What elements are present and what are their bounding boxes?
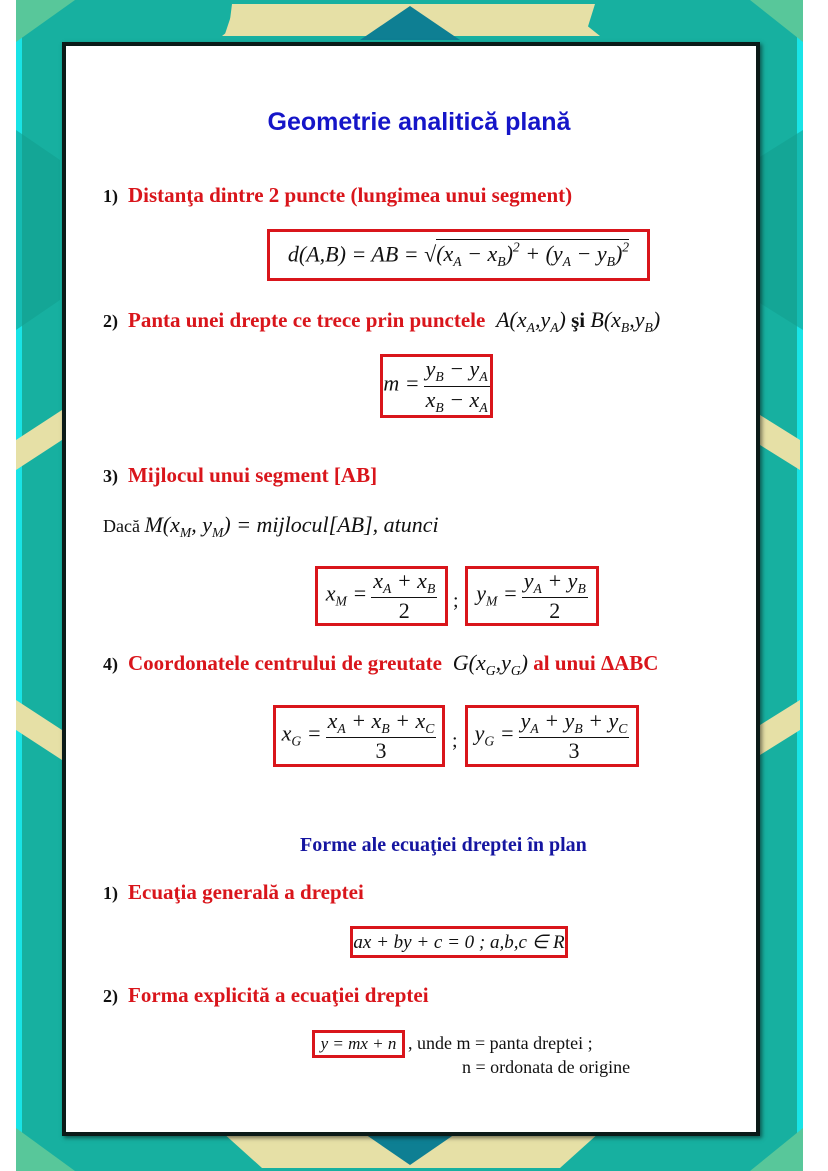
heading-tail: al unui ΔABC [533,651,659,675]
page-title: Geometrie analitică plană [267,108,571,136]
section-3-heading [103,463,377,488]
midpoint-y-formula: $y_M$ = $\frac{y_A + y_B}{2}$ [476,568,586,624]
centroid-y-formula-box [465,705,639,767]
section-title: Forma explicită a ecuaţiei dreptei [128,983,429,1007]
midpoint-x-formula-box [315,566,448,626]
midpoint-intro [103,512,439,541]
slope-formula-box [380,354,493,418]
general-equation-box [350,926,568,958]
midpoint-definition: $M(x_M$, $y_M$) = mijlocul[AB], atunci [144,512,439,540]
centroid-y-formula: $y_G$ = $\frac{y_A + y_B + y_C}{3}$ [474,708,628,764]
slope-formula: m = $\frac{y_B - y_A}{x_B - x_A}$ [383,356,488,415]
section-number: 4) [103,654,118,674]
section-title: Distanţa dintre 2 puncte (lungimea unui segment) [128,183,573,207]
separator: ; [452,730,458,752]
midpoint-y-formula-box [465,566,599,626]
point-a: $A(x_A,y_A)$ [490,307,566,335]
centroid-x-formula-box [273,705,445,767]
explicit-note-line-2: n = ordonata de origine [462,1057,631,1077]
centroid-x-formula: $x_G$ = $\frac{x_A + x_B + x_C}{3}$ [281,708,435,764]
section-title: Coordonatele centrului de greutate [128,651,442,675]
section-1-heading [103,183,572,208]
point-g: $G(x_G,y_G)$ [447,650,528,678]
intro-word: Dacă [103,516,140,536]
section-number: 1) [103,883,118,903]
section-2-heading [103,307,660,336]
section-number: 2) [103,986,118,1006]
section-number: 2) [103,311,118,331]
point-b: $B(x_B,y_B)$ [590,307,661,335]
line-form-1-heading [103,880,364,905]
distance-formula: d(A,B) = AB = $√(x_A - x_B)^2 + (y_A - y_B)^2$ [287,239,630,270]
section-title: Mijlocul unui segment [AB] [128,463,378,487]
explicit-note-line-1: , unde m = panta dreptei ; [408,1033,593,1053]
conjunction: şi [571,308,586,332]
midpoint-x-formula: $x_M$ = $\frac{x_A + x_B}{2}$ [325,568,436,624]
distance-formula-box [267,229,650,281]
explicit-equation: y = mx + n [320,1034,397,1053]
general-equation: ax + by + c = 0 ; a,b,c ∈ R [353,931,565,953]
section-number: 1) [103,186,118,206]
section-4-heading [103,650,658,679]
section-title: Ecuaţia generală a dreptei [128,880,364,904]
line-forms-subtitle: Forme ale ecuaţiei dreptei în plan [300,834,587,856]
section-number: 3) [103,466,118,486]
section-title: Panta unei drepte ce trece prin punctele [128,308,486,332]
separator: ; [453,590,459,612]
explicit-equation-box [312,1030,405,1058]
line-form-2-heading [103,983,429,1008]
